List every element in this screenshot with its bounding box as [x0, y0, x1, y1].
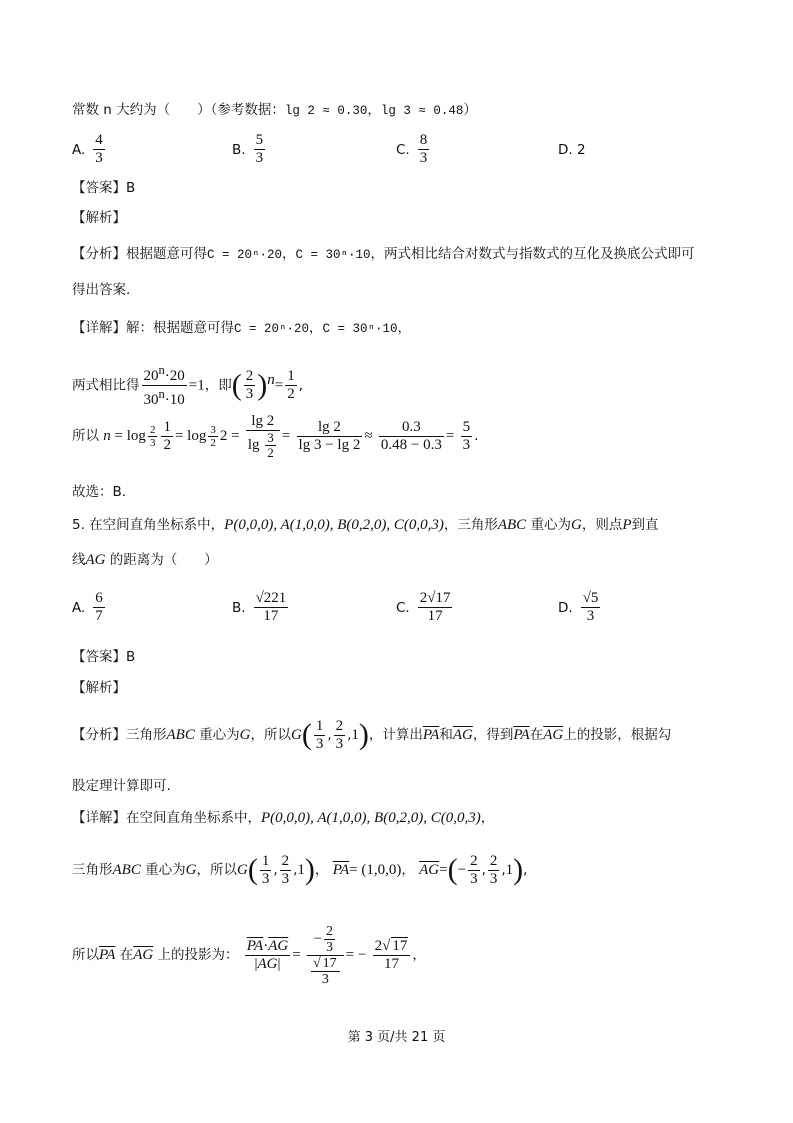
q5-stem-line2: 线AG 的距离为（ ）: [72, 552, 218, 568]
q5-detail-line2: 三角形ABC 重心为G，所以G( $\frac{1}{3}$ , $\frac{2}{3}$ ,1)， $\overline{PA}= (1,0,0)$， $\overline{AG}=(-$ $\frac{2}{3}$ , $\frac{2}{3}$ ,1),: [72, 852, 528, 887]
q4-option-b: B. $\frac{5}{3}$: [232, 132, 264, 166]
q5-detail-line3: 所以$\overline{PA}$ 在$\overline{AG}$ 上的投影为： $\frac{\overline{PA}\cdot\overline{AG}}{|\overline{AG}|}$ = − $\frac{2}{3}$ $\frac{√ 17}{3}$ = − $\frac{2√ 17}{17}$ ，: [72, 923, 426, 987]
q4-step2: 所以 n = log $\frac{2}{3}$ $\frac{1}{2}$ = log $\frac{3}{2}$ 2 = lg 2 lg $\frac{3}{2}$ = $\frac{\lg 2}{\lg 3 - \lg 2}$ ≈ $\frac{0.3}{0.48 - 0.3}$ = $\frac{5}{3}$ .: [72, 412, 479, 460]
q4-step1: 两式相比得 $\frac{20^n\cdot 20}{30^n\cdot 10}$ =1，即( $\frac{2}{3}$ )$^n$= $\frac{1}{2}$ ,: [72, 363, 303, 408]
q4-option-c: C. $\frac{8}{3}$: [396, 132, 428, 166]
page-footer: 第 3 页/共 21 页: [347, 1030, 446, 1045]
q5-stem-line1: 5. 在空间直角坐标系中，P(0,0,0), A(1,0,0), B(0,2,0), C(0,0,3)，三角形ABC 重心为G，则点P到直: [72, 517, 659, 533]
q5-option-d: D. $\frac{√5}{3}$: [558, 590, 599, 624]
q5-option-b: B. $\frac{√221}{17}$: [232, 590, 287, 624]
q4-option-a: A. $\frac{4}{3}$: [72, 132, 103, 166]
q4-answer: 【答案】B: [72, 180, 136, 196]
q5-fenxi-line2: 股定理计算即可.: [72, 778, 171, 794]
q5-xiangjie: 【详解】在空间直角坐标系中，P(0,0,0), A(1,0,0), B(0,2,0), C(0,0,3)，: [72, 810, 495, 826]
q4-xiangjie: 【详解】解：根据题意可得C = 20ⁿ·20，C = 30ⁿ·10，: [72, 320, 412, 336]
q5-fenxi-line1: 【分析】三角形ABC 重心为G，所以G( $\frac{1}{3}$ , $\frac{2}{3}$ ,1)，计算出$\overline{PA}$和$\overline{AG}$，得到$\overline{PA}$在$\overline{AG}$上的投影，根据勾: [72, 717, 672, 752]
q4-jiexi: 【解析】: [72, 210, 126, 226]
q5-answer: 【答案】B: [72, 649, 136, 665]
q5-jiexi: 【解析】: [72, 680, 126, 696]
q4-option-d: D. 2: [558, 142, 586, 158]
q4-guxuan: 故选：B.: [72, 484, 127, 500]
q4-fenxi-line1: 【分析】根据题意可得C = 20ⁿ·20，C = 30ⁿ·10，两式相比结合对数式与指数式的互化及换底公式即可: [72, 246, 695, 262]
q4-fenxi-line2: 得出答案.: [72, 282, 131, 298]
q5-option-a: A. $\frac{6}{7}$: [72, 590, 103, 624]
q5-option-c: C. $\frac{2√17}{17}$: [396, 590, 451, 624]
q4-stem: 常数 n 大约为（ ）（参考数据：lg 2 ≈ 0.30，lg 3 ≈ 0.48）: [72, 102, 477, 118]
